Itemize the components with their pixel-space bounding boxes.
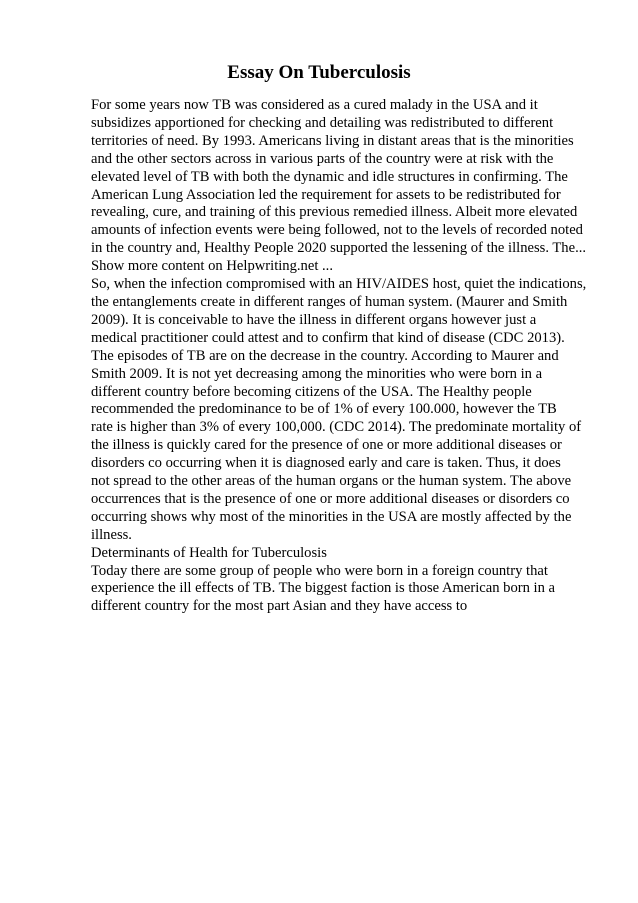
- text-line: different country before becoming citizens of the USA. The Healthy people: [91, 383, 532, 400]
- document-title: Essay On Tuberculosis: [227, 62, 411, 83]
- text-line: occurrences that is the presence of one or more additional diseases or disorders co: [91, 490, 570, 507]
- text-line: 2009). It is conceivable to have the illness in different organs however just a: [91, 311, 537, 328]
- text-line: illness.: [91, 526, 132, 543]
- text-line: Determinants of Health for Tuberculosis: [91, 544, 327, 561]
- text-line: subsidizes apportioned for checking and detailing was redistributed to different: [91, 114, 554, 131]
- text-line: Show more content on Helpwriting.net ...: [91, 258, 333, 275]
- document-body: [91, 97, 591, 616]
- text-line: So, when the infection compromised with an HIV/AIDES host, quiet the indications,: [91, 276, 587, 293]
- text-line: For some years now TB was considered as a cured malady in the USA and it: [91, 97, 538, 113]
- text-line: revealing, cure, and training of this previous remedied illness. Albeit more elevated: [91, 204, 578, 221]
- text-line: territories of need. By 1993. Americans living in distant areas that is the minorities: [91, 132, 574, 149]
- text-line: Today there are some group of people who were born in a foreign country that: [91, 562, 548, 579]
- text-line: different country for the most part Asian and they have access to: [91, 598, 468, 615]
- text-line: Smith 2009. It is not yet decreasing among the minorities who were born in a: [91, 365, 543, 382]
- text-line: recommended the predominance to be of 1% of every 100.000, however the TB: [91, 401, 557, 418]
- text-line: medical practitioner could attest and to confirm that kind of disease (CDC 2013).: [91, 329, 565, 346]
- text-line: disorders co occurring when it is diagnosed early and care is taken. Thus, it does: [91, 455, 561, 472]
- text-line: occurring shows why most of the minorities in the USA are mostly affected by the: [91, 508, 572, 525]
- text-line: and the other sectors across in various parts of the country were at risk with the: [91, 150, 554, 167]
- text-line: the entanglements create in different ranges of human system. (Maurer and Smith: [91, 293, 568, 310]
- text-line: American Lung Association led the requirement for assets to be redistributed for: [91, 186, 561, 203]
- text-line: in the country and, Healthy People 2020 supported the lessening of the illness. The...: [91, 240, 587, 257]
- text-line: The episodes of TB are on the decrease in the country. According to Maurer and: [91, 347, 559, 364]
- text-line: rate is higher than 3% of every 100,000. (CDC 2014). The predominate mortality of: [91, 419, 582, 436]
- text-line: the illness is quickly cared for the presence of one or more additional diseases or: [91, 437, 562, 454]
- text-line: not spread to the other areas of the human organs or the human system. The above: [91, 473, 572, 490]
- text-line: elevated level of TB with both the dynamic and idle structures in confirming. The: [91, 168, 568, 185]
- text-line: amounts of infection events were being followed, not to the levels of recorded noted: [91, 222, 583, 239]
- text-line: experience the ill effects of TB. The biggest faction is those American born in a: [91, 580, 556, 597]
